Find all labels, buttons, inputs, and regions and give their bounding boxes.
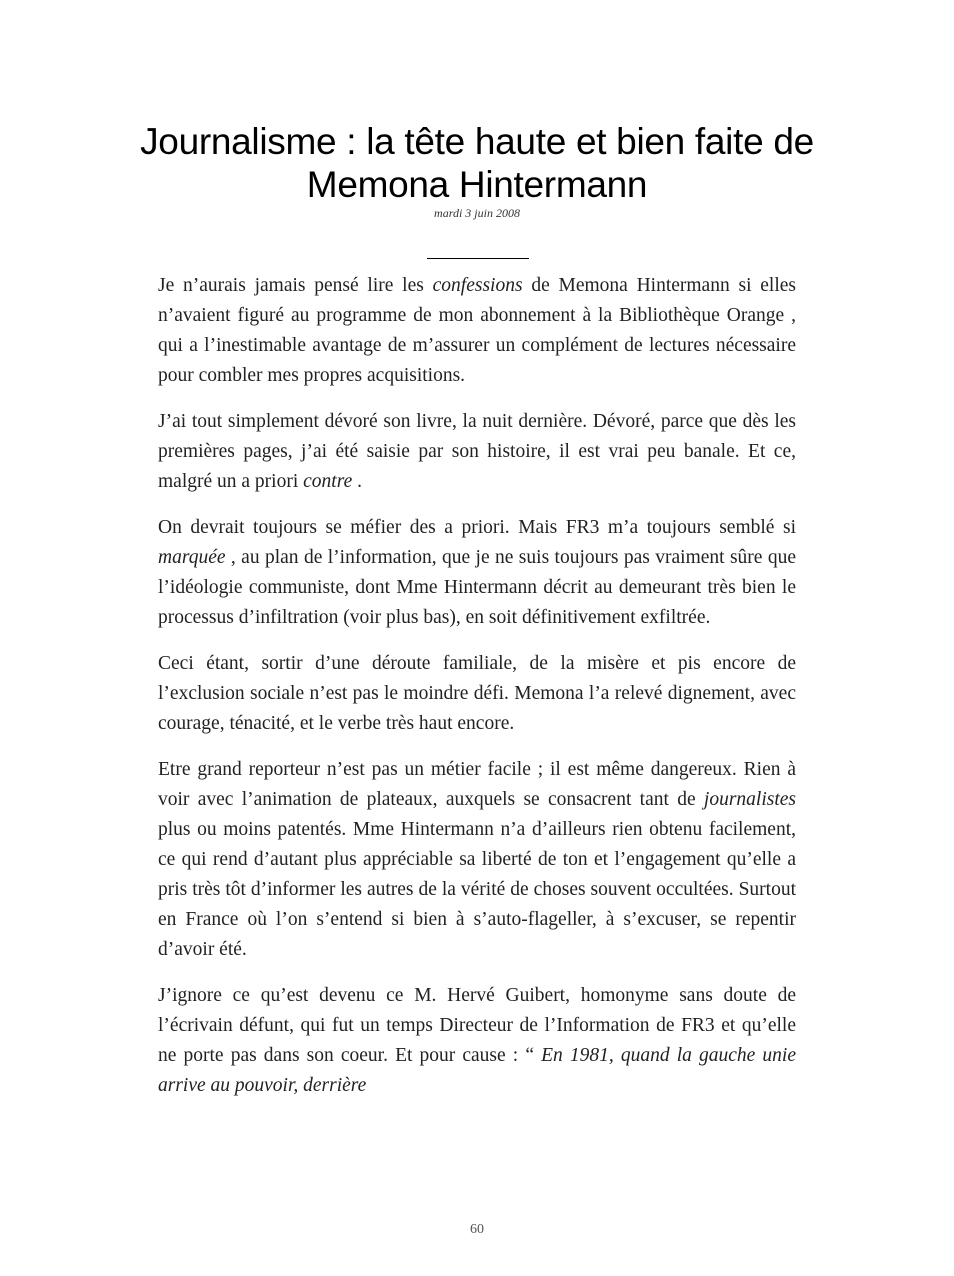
emphasis-contre: contre	[303, 471, 353, 492]
article-body	[158, 271, 796, 1117]
emphasis-marquee: marquée	[158, 547, 226, 568]
article-date: mardi 3 juin 2008	[434, 206, 520, 220]
page-number: 60	[470, 1222, 484, 1237]
emphasis-journalistes: journalistes	[703, 789, 796, 810]
emphasis-confessions: confessions	[432, 275, 523, 296]
paragraph-3: On devrait toujours se méfier des a priori. Mais FR3 m’a toujours semblé si marquée , au plan de l’information, que je ne suis toujours pas vraiment sûre que l’idéologie communiste, dont Mme Hintermann décrit au demeurant très bien le processus d’infiltration (voir plus bas), en soit définitivement exfiltrée.	[158, 517, 796, 628]
paragraph-2: J’ai tout simplement dévoré son livre, la nuit dernière. Dévoré, parce que dès les premières pages, j’ai été saisie par son histoire, il est vrai peu banale. Et ce, malgré un a priori contre .	[158, 411, 796, 492]
quote-start: En 1981, quand la gauche unie arrive au pouvoir, derrière	[158, 1045, 796, 1096]
paragraph-6: J’ignore ce qu’est devenu ce M. Hervé Guibert, homonyme sans doute de l’écrivain défunt, qui fut un temps Directeur de l’Information de FR3 et qu’elle ne porte pas dans son coeur. Et pour cause : “ En 1981, quand la gauche unie arrive au pouvoir, derrière	[158, 985, 796, 1096]
paragraph-4: Ceci étant, sortir d’une déroute familiale, de la misère et pis encore de l’exclusion sociale n’est pas le moindre défi. Memona l’a relevé dignement, avec courage, ténacité, et le verbe très haut encore.	[158, 653, 796, 734]
title-divider	[427, 258, 529, 259]
paragraph-5: Etre grand reporteur n’est pas un métier facile ; il est même dangereux. Rien à voir avec l’animation de plateaux, auxquels se consacrent tant de journalistes plus ou moins patentés. Mme Hintermann n’a d’ailleurs rien obtenu facilement, ce qui rend d’autant plus appréciable sa liberté de ton et l’engagement qu’elle a pris très tôt d’informer les autres de la vérité de choses souvent occultées. Surtout en France où l’on s’entend si bien à s’auto-flageller, à s’excuser, se repentir d’avoir été.	[158, 759, 796, 960]
paragraph-1: Je n’aurais jamais pensé lire les confessions de Memona Hintermann si elles n’avaient figuré au programme de mon abonnement à la Bibliothèque Orange , qui a l’inestimable avantage de m’assurer un complément de lectures nécessaire pour combler mes propres acquisitions.	[158, 275, 796, 386]
article-title: Journalisme : la tête haute et bien faite de Memona Hintermann	[140, 121, 814, 205]
